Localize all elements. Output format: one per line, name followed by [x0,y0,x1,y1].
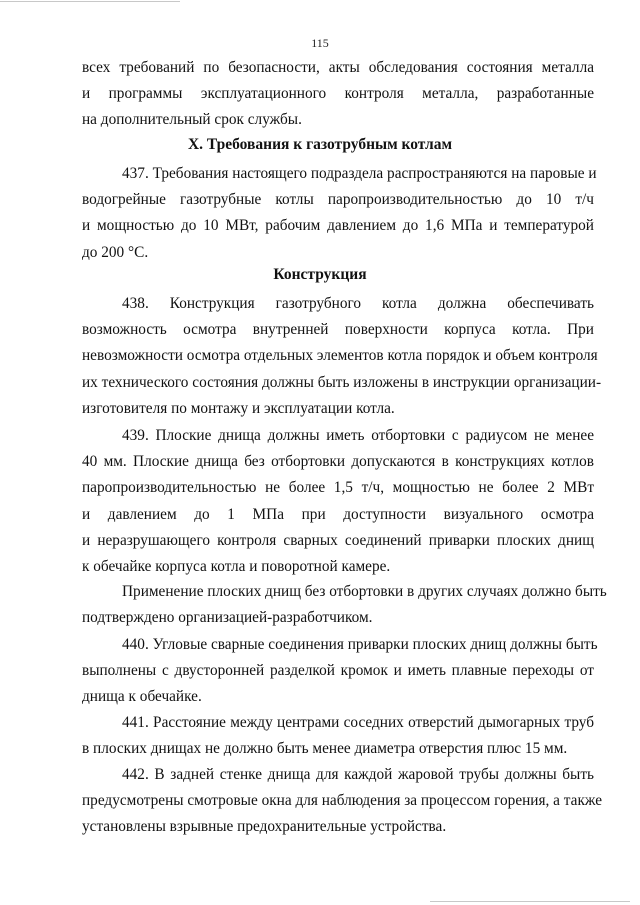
text-line: водогрейные газотрубные котлы паропроизводительностью до 10 т/ч [82,191,594,209]
scan-edge-top [0,1,180,2]
text-line: 437. Требования настоящего подраздела распространяются на паровые и [122,165,597,182]
paragraph-441 [82,710,594,762]
paragraph-437 [82,161,597,266]
text-line: изготовителя по монтажу и эксплуатации котла. [82,399,395,417]
text-line: 438. Конструкция газотрубного котла должна обеспечивать [122,295,594,312]
text-line: в плоских днищах не должно быть менее диаметра отверстия плюс 15 мм. [82,740,568,758]
paragraph-442 [82,762,603,841]
text-line: 440. Угловые сварные соединения приварки плоских днищ должны быть [122,636,598,653]
text-line: подтверждено организацией-разработчиком. [82,609,373,627]
text-line: всех требований по безопасности, акты обследования состояния металла [82,59,594,76]
paragraph-438 [82,291,602,422]
text-line: паропроизводительностью не более 1,5 т/ч, мощностью не более 2 МВт [82,479,594,497]
text-line: выполнены с двусторонней разделкой кромок и иметь плавные переходы от [82,662,594,680]
subsection-title: Конструкция [273,266,367,283]
text-line: установлены взрывные предохранительные устройства. [82,818,447,836]
text-line: и программы эксплуатационного контроля металла, разработанные [82,85,594,103]
text-line: и давлением до 1 МПа при доступности визуального осмотра [82,505,594,523]
text-line: Применение плоских днищ без отбортовки в других случаях должно быть [122,583,607,600]
text-line: к обечайке корпуса котла и поворотной камере. [82,558,391,576]
text-line: до 200 °С. [82,243,149,261]
scan-edge-bottom [430,901,630,902]
text-line: невозможности осмотра отдельных элементов котла порядок и объем контроля [82,347,598,365]
text-line: предусмотрены смотровые окна для наблюдения за процессом горения, а также [82,792,603,810]
paragraph-439 [82,423,594,580]
page-number: 115 [311,36,329,50]
text-line: 439. Плоские днища должны иметь отбортовки с радиусом не менее [122,427,594,444]
text-line: и мощностью до 10 МВт, рабочим давлением до 1,6 МПа и температурой [82,217,594,235]
text-line: 441. Расстояние между центрами соседних отверстий дымогарных труб [122,714,594,731]
paragraph-439-continued [82,579,607,631]
text-line: 442. В задней стенке днища для каждой жаровой трубы должны быть [122,766,594,783]
text-line: возможность осмотра внутренней поверхности корпуса котла. При [82,321,594,339]
text-line: их технического состояния должны быть изложены в инструкции организации- [82,373,602,391]
section-title: X. Требования к газотрубным котлам [187,136,453,153]
text-line: на дополнительный срок службы. [82,111,302,129]
paragraph-440 [82,632,598,711]
text-line: и неразрушающего контроля сварных соединений приварки плоских днищ [82,531,594,549]
intro-paragraph [82,55,594,134]
text-line: днища к обечайке. [82,688,202,706]
text-line: 40 мм. Плоские днища без отбортовки допускаются в конструкциях котлов [82,453,594,471]
